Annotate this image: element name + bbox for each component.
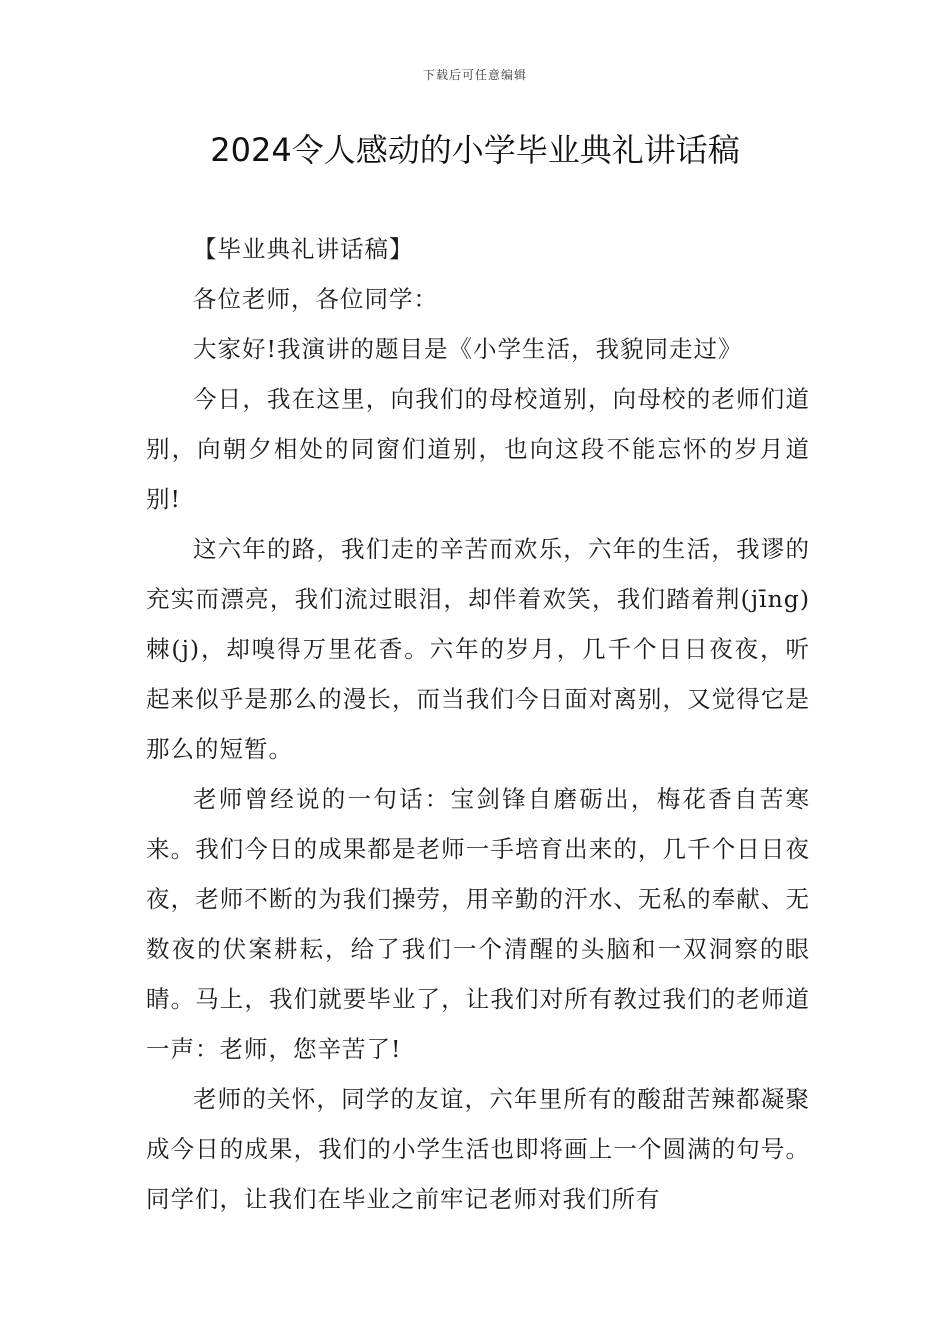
document-title: 2024令人感动的小学毕业典礼讲话稿 bbox=[210, 131, 740, 169]
paragraph: 今日，我在这里，向我们的母校道别，向母校的老师们道别，向朝夕相处的同窗们道别，也向这段不能忘怀的岁月道别! bbox=[146, 385, 810, 513]
paragraph: 老师的关怀，同学的友谊，六年里所有的酸甜苦辣都凝聚成今日的成果，我们的小学生活也即将画上一个圆满的句号。同学们，让我们在毕业之前牢记老师对我们所有 bbox=[146, 1085, 810, 1213]
paragraph: 这六年的路，我们走的辛苦而欢乐，六年的生活，我谬的充实而漂亮，我们流过眼泪，却伴着欢笑，我们踏着荆(jīng)棘(j)，却嗅得万里花香。六年的岁月，几千个日日夜夜，听起来似乎是那么的漫长，而当我们今日面对离别，又觉得它是那么的短暂。 bbox=[146, 535, 810, 763]
paragraph-greeting: 大家好!我演讲的题目是《小学生活，我貌同走过》 bbox=[193, 335, 743, 363]
paragraph-heading: 【毕业典礼讲话稿】 bbox=[193, 235, 414, 263]
document-body bbox=[146, 224, 810, 1224]
paragraph-salutation: 各位老师，各位同学： bbox=[193, 285, 438, 313]
header-note: 下载后可任意编辑 bbox=[422, 68, 527, 82]
paragraph: 老师曾经说的一句话：宝剑锋自磨砺出，梅花香自苦寒来。我们今日的成果都是老师一手培育出来的，几千个日日夜夜，老师不断的为我们操劳，用辛勤的汗水、无私的奉献、无数夜的伏案耕耘，给了我们一个清醒的头脑和一双洞察的眼睛。马上，我们就要毕业了，让我们对所有教过我们的老师道一声：老师，您辛苦了! bbox=[146, 785, 810, 1063]
